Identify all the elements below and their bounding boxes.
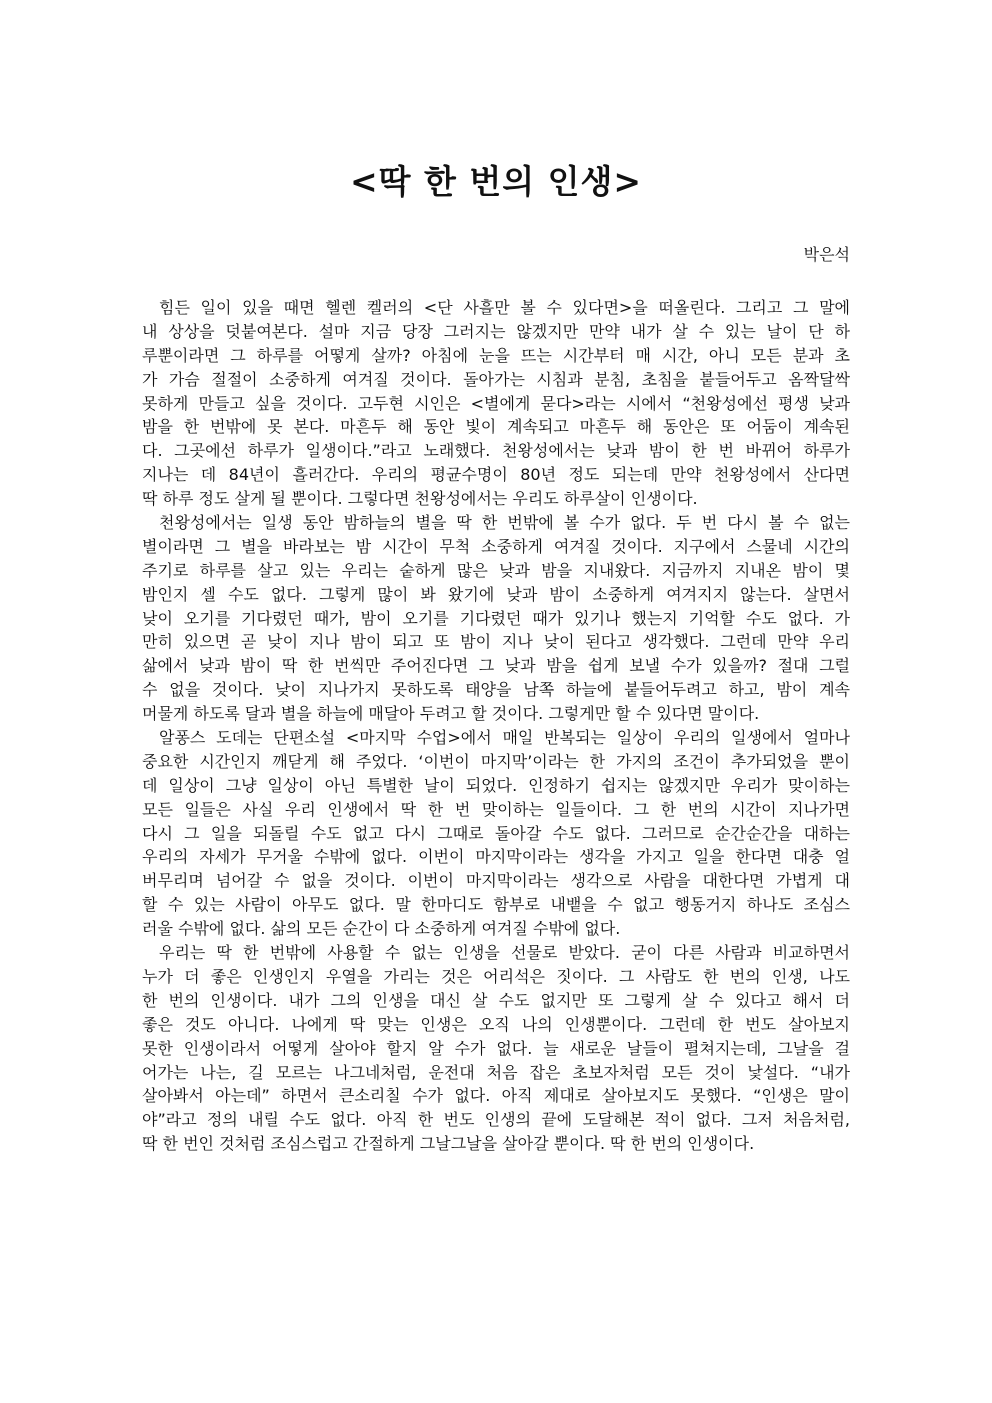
paragraph-line: 어가는 나는, 길 모르는 나그네처럼, 운전대 처음 잡은 초보자처럼 모든 것이 낯설다. “내가 [142,1062,850,1082]
paragraph-line: 삶에서 낮과 밤이 딱 한 번씩만 주어진다면 그 낮과 밤을 쉽게 보낼 수가 있을까? 절대 그럴 [142,656,850,676]
paragraph-line: 좋은 것도 아니다. 나에게 딱 맞는 인생은 오직 나의 인생뿐이다. 그런데 한 번도 살아보지 [142,1014,850,1034]
paragraph-line: 살아봐서 아는데” 하면서 큰소리칠 수가 없다. 아직 제대로 살아보지도 못했다. “인생은 말이 [142,1086,850,1106]
paragraph-line: 버무리며 넘어갈 수 없을 것이다. 이번이 마지막이라는 생각으로 사람을 대한다면 가볍게 대 [142,871,850,891]
paragraph-line: 내 상상을 덧붙여본다. 설마 지금 당장 그러지는 않겠지만 만약 내가 살 수 있는 날이 단 하 [142,321,850,341]
paragraph-line: 가 가슴 절절이 소중하게 여겨질 것이다. 돌아가는 시침과 분침, 초침을 붙들어두고 옴짝달싹 [142,369,850,389]
paragraph-line: 다. 그곳에선 하루가 일생이다.”라고 노래했다. 천왕성에서는 낮과 밤이 한 번 바뀌어 하루가 [142,441,850,461]
paragraph-line: 별이라면 그 별을 바라보는 밤 시간이 무척 소중하게 여겨질 것이다. 지구에서 스물네 시간의 [142,536,850,556]
paragraph-line: 딱 하루 정도 살게 될 뿐이다. 그렇다면 천왕성에서는 우리도 하루살이 인생이다. [142,489,698,509]
paragraph-line: 지나는 데 84년이 흘러간다. 우리의 평균수명이 80년 정도 되는데 만약 천왕성에서 산다면 [142,465,850,485]
paragraph-line: 다시 그 일을 되돌릴 수도 없고 다시 그때로 돌아갈 수도 없다. 그러므로 순간순간을 대하는 [142,823,850,843]
paragraph-line: 우리의 자세가 무거울 수밖에 없다. 이번이 마지막이라는 생각을 가지고 일을 한다면 대충 얼 [142,847,850,867]
paragraph [142,726,850,941]
paragraph [142,941,850,1156]
paragraph-line: 할 수 있는 사람이 아무도 없다. 말 한마디도 함부로 내뱉을 수 없고 행동거지 하나도 조심스 [142,895,850,915]
paragraph-line: 누가 더 좋은 인생인지 우열을 가리는 것은 어리석은 짓이다. 그 사람도 한 번의 인생, 나도 [142,966,850,986]
paragraph-line: 루뿐이라면 그 하루를 어떻게 살까? 아침에 눈을 뜨는 시간부터 매 시간, 아니 모든 분과 초 [142,345,850,365]
paragraph-line: 데 일상이 그냥 일상이 아닌 특별한 날이 되었다. 인정하기 쉽지는 않겠지만 우리가 맞이하는 [142,775,850,795]
paragraph-line: 밤을 한 번밖에 못 본다. 마흔두 해 동안 빛이 계속되고 마흔두 해 동안은 또 어둠이 계속된 [142,417,850,437]
paragraph-line: 주기로 하루를 살고 있는 우리는 숱하게 많은 낮과 밤을 지내왔다. 지금까지 지내온 밤이 몇 [142,560,850,580]
paragraph-line: 모든 일들은 사실 우리 인생에서 딱 한 번 맞이하는 일들이다. 그 한 번의 시간이 지나가면 [142,799,850,819]
author-name: 박은석 [803,245,850,264]
paragraph-line: 우리는 딱 한 번밖에 사용할 수 없는 인생을 선물로 받았다. 굳이 다른 사람과 비교하면서 [159,943,850,963]
paragraph-line: 낮이 오기를 기다렸던 때가, 밤이 오기를 기다렸던 때가 있기나 했는지 기억할 수도 없다. 가 [142,608,850,628]
paragraph [142,511,850,726]
paragraph-line: 만히 있으면 곧 낮이 지나 밤이 되고 또 밤이 지나 낮이 된다고 생각했다. 그런데 만약 우리 [142,632,850,652]
paragraph-line: 딱 한 번인 것처럼 조심스럽고 간절하게 그날그날을 살아갈 뿐이다. 딱 한 번의 인생이다. [142,1134,755,1154]
paragraph-line: 러울 수밖에 없다. 삶의 모든 순간이 다 소중하게 여겨질 수밖에 없다. [142,919,621,939]
paragraph [142,296,850,511]
paragraph-line: 알퐁스 도데는 단편소설 <마지막 수업>에서 매일 반복되는 일상이 우리의 일생에서 얼마나 [159,728,850,748]
paragraph-line: 수 없을 것이다. 낮이 지나가지 못하도록 태양을 남쪽 하늘에 붙들어두려고 하고, 밤이 계속 [142,680,850,700]
paragraph-line: 못한 인생이라서 어떻게 살아야 할지 알 수가 없다. 늘 새로운 날들이 펼쳐지는데, 그날을 걸 [142,1038,850,1058]
document-title: <딱 한 번의 인생> [349,162,643,201]
paragraph-line: 중요한 시간인지 깨닫게 해 주었다. ‘이번이 마지막’이라는 한 가지의 조건이 추가되었을 뿐이 [142,751,850,771]
paragraph-line: 야”라고 정의 내릴 수도 없다. 아직 한 번도 인생의 끝에 도달해본 적이 없다. 그저 처음처럼, [142,1110,850,1130]
paragraph-line: 천왕성에서는 일생 동안 밤하늘의 별을 딱 한 번밖에 볼 수가 없다. 두 번 다시 볼 수 없는 [159,513,850,533]
paragraph-line: 밤인지 셀 수도 없다. 그렇게 많이 봐 왔기에 낮과 밤이 소중하게 여겨지지 않는다. 살면서 [142,584,850,604]
paragraph-line: 힘든 일이 있을 때면 헬렌 켈러의 <단 사흘만 볼 수 있다면>을 떠올린다. 그리고 그 말에 [159,298,850,317]
document-body [142,296,850,1156]
paragraph-line: 머물게 하도록 달과 별을 하늘에 매달아 두려고 할 것이다. 그렇게만 할 수 있다면 말이다. [142,704,760,724]
paragraph-line: 못하게 만들고 싶을 것이다. 고두현 시인은 <별에게 묻다>라는 시에서 “천왕성에선 평생 낮과 [142,393,850,413]
paragraph-line: 한 번의 인생이다. 내가 그의 인생을 대신 살 수도 없지만 또 그렇게 살 수 있다고 해서 더 [142,990,850,1010]
